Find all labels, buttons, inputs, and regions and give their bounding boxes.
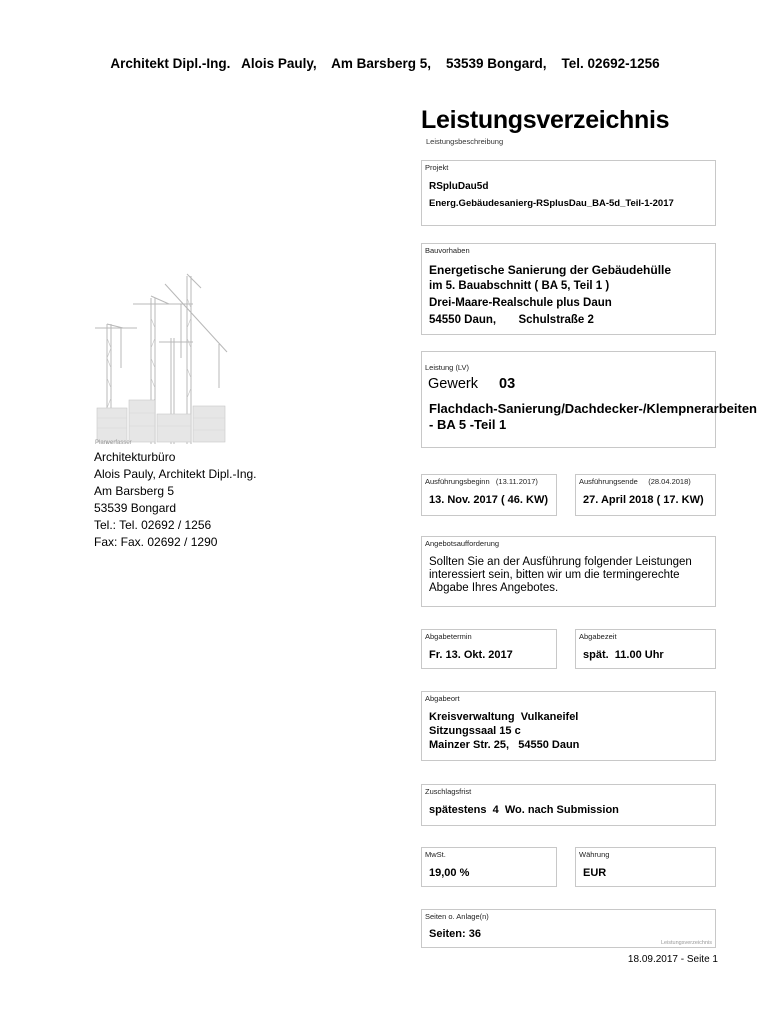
angebotsaufforderung-line-3: Abgabe Ihres Angebotes. xyxy=(429,582,559,594)
angebotsaufforderung-box xyxy=(421,536,716,607)
letterhead-phone: Tel. 02692-1256 xyxy=(561,56,660,71)
bauvorhaben-line-3: Drei-Maare-Realschule plus Daun xyxy=(429,297,612,309)
ausfuehrungsbeginn-label: Ausführungsbeginn (13.11.2017) xyxy=(425,477,538,486)
zuschlagsfrist-label: Zuschlagsfrist xyxy=(425,787,472,796)
office-line: Fax: Fax. 02692 / 1290 xyxy=(94,535,218,549)
waehrung-value: EUR xyxy=(583,867,607,879)
bauvorhaben-line-2: im 5. Bauabschnitt ( BA 5, Teil 1 ) xyxy=(429,280,610,292)
abgabezeit-value: spät. 11.00 Uhr xyxy=(583,649,664,661)
letterhead-street: Am Barsberg 5, xyxy=(331,56,431,71)
abgabeort-box xyxy=(421,691,716,761)
mwst-label: MwSt. xyxy=(425,850,446,859)
office-line: Architekturbüro xyxy=(94,450,176,464)
gewerk-row xyxy=(428,376,515,392)
ausfuehrungsbeginn-box xyxy=(421,474,557,516)
abgabetermin-value: Fr. 13. Okt. 2017 xyxy=(429,649,513,661)
office-line: Tel.: Tel. 02692 / 1256 xyxy=(94,518,212,532)
letterhead-city: 53539 Bongard, xyxy=(445,56,547,71)
abgabeort-line-1: Kreisverwaltung Vulkaneifel xyxy=(429,711,579,723)
projekt-code: RSpluDau5d xyxy=(429,181,489,192)
angebotsaufforderung-line-1: Sollten Sie an der Ausführung folgender Leistungen xyxy=(429,556,692,568)
mwst-value: 19,00 % xyxy=(429,867,470,879)
angebotsaufforderung-label: Angebotsaufforderung xyxy=(425,539,500,548)
letterhead-architect: Architekt Dipl.-Ing. Alois Pauly, xyxy=(110,56,317,71)
waehrung-box xyxy=(575,847,716,887)
bauvorhaben-box xyxy=(421,243,716,335)
ausfuehrungsbeginn-date: (13.11.2017) xyxy=(495,477,538,486)
gewerk-label: Gewerk xyxy=(428,376,478,392)
gewerk-number: 03 xyxy=(499,376,516,392)
leistung-box xyxy=(421,351,757,448)
seiten-mark: Leistungsverzeichnis xyxy=(660,940,712,946)
mwst-box xyxy=(421,847,557,887)
ausfuehrungsende-label: Ausführungsende (28.04.2018) xyxy=(579,477,691,486)
abgabeort-label: Abgabeort xyxy=(425,694,460,703)
bauvorhaben-line-1: Energetische Sanierung der Gebäudehülle xyxy=(429,263,672,277)
seiten-label: Seiten o. Anlage(n) xyxy=(425,912,489,921)
zuschlagsfrist-box xyxy=(421,784,716,826)
zuschlagsfrist-value: spätestens 4 Wo. nach Submission xyxy=(429,804,619,816)
abgabeort-line-3: Mainzer Str. 25, 54550 Daun xyxy=(429,739,580,751)
planverfasser-label: Planverfasser xyxy=(95,440,132,446)
ausfuehrungsende-value: 27. April 2018 ( 17. KW) xyxy=(583,494,704,506)
projekt-box xyxy=(421,160,716,226)
bauvorhaben-line-4: 54550 Daun, Schulstraße 2 xyxy=(429,314,594,326)
seiten-value: Seiten: 36 xyxy=(429,928,481,940)
leistung-line-1: Flachdach-Sanierung/Dachdecker-/Klempnerarbeiten xyxy=(429,401,757,416)
abgabezeit-label: Abgabezeit xyxy=(579,632,617,641)
abgabetermin-box xyxy=(421,629,557,669)
bauvorhaben-label: Bauvorhaben xyxy=(425,246,470,255)
office-address xyxy=(94,449,257,551)
letterhead xyxy=(0,56,770,71)
waehrung-label: Währung xyxy=(579,850,610,859)
leistung-line-2: - BA 5 -Teil 1 xyxy=(429,417,507,432)
seiten-box xyxy=(421,909,716,948)
page-subtitle: Leistungsbeschreibung xyxy=(426,137,504,146)
projekt-name: Energ.Gebäudesanierg-RSplusDau_BA-5d_Teil-1-2017 xyxy=(429,198,674,209)
angebotsaufforderung-line-2: interessiert sein, bitten wir um die termingerechte xyxy=(429,569,680,581)
abgabeort-line-2: Sitzungssaal 15 c xyxy=(429,725,521,737)
page-footer: 18.09.2017 - Seite 1 xyxy=(627,954,718,965)
cranes-illustration xyxy=(93,268,229,444)
page-title: Leistungsverzeichnis xyxy=(421,106,670,134)
ausfuehrungsende-box xyxy=(575,474,716,516)
office-line: Am Barsberg 5 xyxy=(94,484,175,498)
ausfuehrungsende-date: (28.04.2018) xyxy=(648,477,691,486)
office-line: 53539 Bongard xyxy=(94,501,177,515)
abgabetermin-label: Abgabetermin xyxy=(425,632,472,641)
office-line: Alois Pauly, Architekt Dipl.-Ing. xyxy=(94,467,257,481)
leistung-label: Leistung (LV) xyxy=(425,363,470,372)
ausfuehrungsbeginn-value: 13. Nov. 2017 ( 46. KW) xyxy=(429,494,549,506)
abgabezeit-box xyxy=(575,629,716,669)
projekt-label: Projekt xyxy=(425,163,449,172)
